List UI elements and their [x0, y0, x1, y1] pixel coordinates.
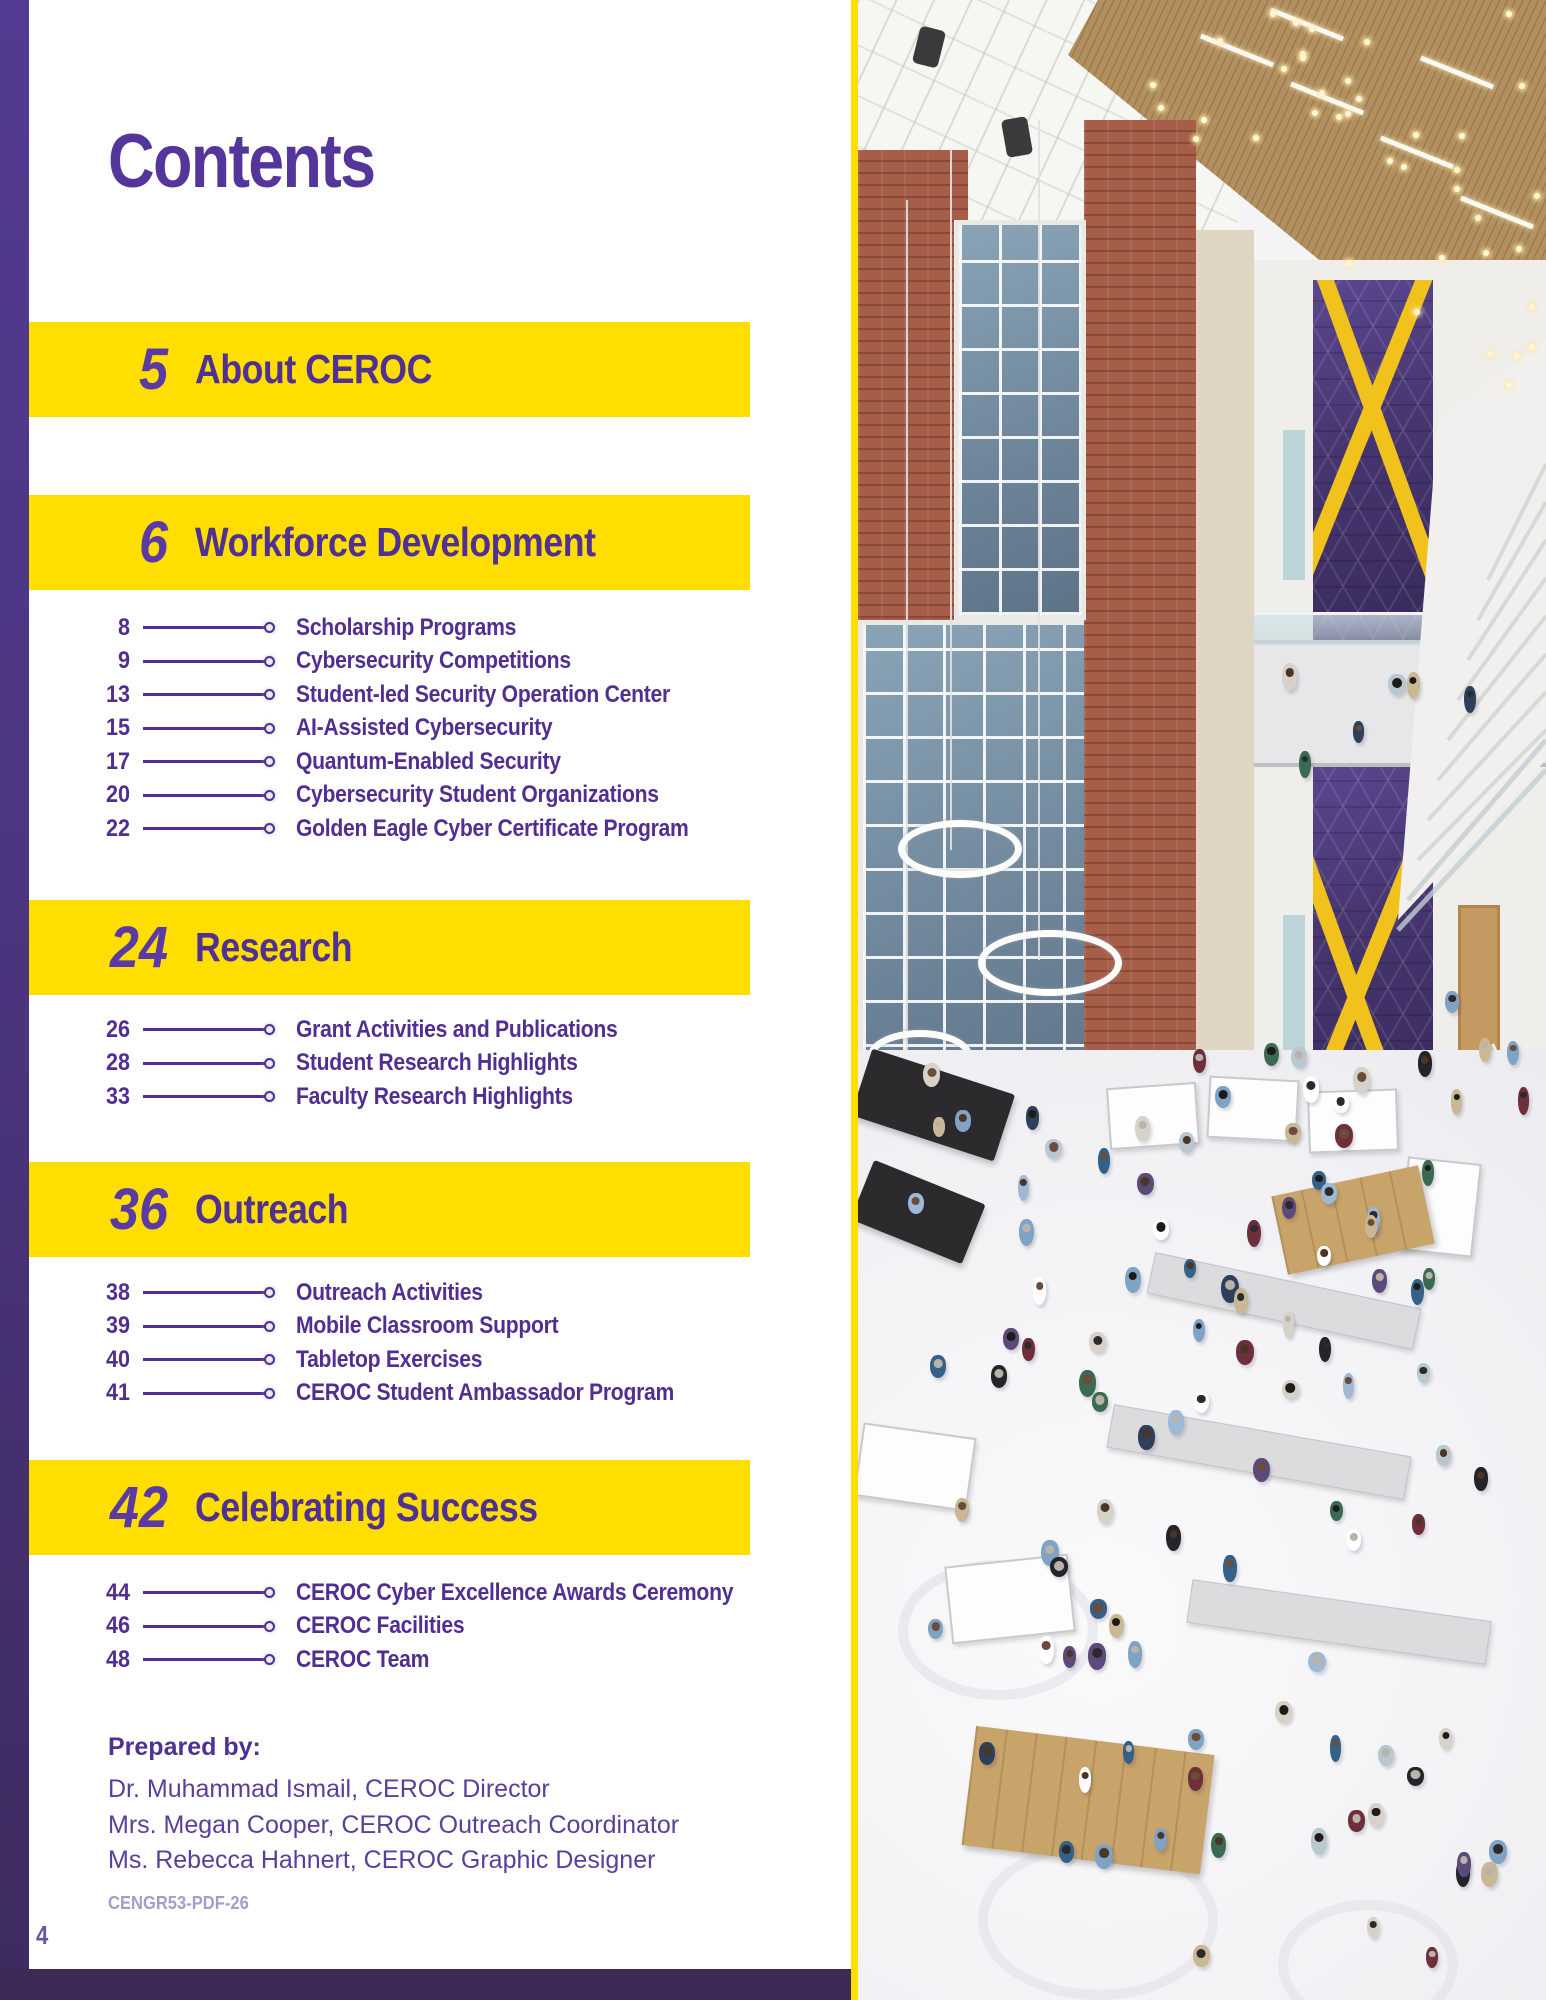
page-number: 4: [36, 1920, 49, 1950]
person-figure: [1282, 1380, 1299, 1399]
prepared-by-block: [108, 1733, 679, 1879]
toc-entry-label: Scholarship Programs: [296, 613, 517, 641]
ceiling-light-icon: [1193, 136, 1199, 142]
ceiling-light-icon: [1401, 164, 1407, 170]
toc-entry-page: 39: [105, 1312, 130, 1340]
toc-entry-page: 9: [117, 647, 130, 675]
person-figure: [1445, 991, 1459, 1013]
toc-entry-label: Golden Eagle Cyber Certificate Program: [296, 814, 689, 842]
person-figure: [1211, 1833, 1226, 1859]
prepared-by-name: Ms. Rebecca Hahnert, CEROC Graphic Designer: [108, 1846, 656, 1874]
toc-entry[interactable]: [29, 745, 809, 779]
leader-line-icon: [143, 1587, 275, 1598]
person-figure: [1474, 1467, 1487, 1491]
toc-entry-label: Tabletop Exercises: [296, 1345, 483, 1373]
person-figure: [1353, 721, 1364, 742]
toc-entry-label: CEROC Team: [296, 1645, 430, 1673]
person-figure: [1098, 1148, 1110, 1174]
person-figure: [1378, 1745, 1394, 1766]
section-title: Research: [195, 924, 353, 970]
section-banner-outreach[interactable]: [29, 1162, 750, 1257]
person-figure: [1343, 1373, 1354, 1399]
person-figure: [1507, 1041, 1519, 1065]
toc-entry-label: Student Research Highlights: [296, 1049, 578, 1077]
person-figure: [930, 1355, 946, 1377]
person-figure: [1367, 1917, 1379, 1938]
person-figure: [1253, 1458, 1270, 1483]
person-figure: [1215, 1086, 1231, 1108]
person-figure: [1333, 1094, 1349, 1114]
person-figure: [1368, 1803, 1384, 1827]
ceiling-light-icon: [1414, 309, 1420, 315]
ceiling-light-icon: [1439, 255, 1445, 261]
leader-line-icon: [143, 1058, 275, 1069]
person-figure: [991, 1365, 1007, 1388]
person-figure: [1282, 1197, 1296, 1219]
toc-entry[interactable]: [29, 1080, 809, 1114]
person-figure: [1411, 1279, 1424, 1305]
person-figure: [928, 1619, 943, 1639]
ceiling-light-icon: [1475, 215, 1481, 221]
toc-entry-page: 40: [105, 1345, 130, 1373]
person-figure: [1179, 1132, 1194, 1153]
toc-entry-page: 41: [105, 1379, 130, 1407]
person-figure: [1303, 1076, 1320, 1104]
atrium-photo: [851, 0, 1546, 2000]
person-figure: [1092, 1392, 1109, 1412]
person-figure: [1050, 1557, 1068, 1577]
toc-entry-page: 15: [105, 714, 130, 742]
toc-entry[interactable]: [29, 678, 809, 712]
prepared-by-name: Dr. Muhammad Ismail, CEROC Director: [108, 1775, 550, 1803]
toc-entry-label: CEROC Cyber Excellence Awards Ceremony: [296, 1578, 734, 1606]
ceiling-light-icon: [1529, 344, 1535, 350]
person-figure: [1137, 1173, 1153, 1195]
toc-group-celebrating: [29, 1576, 809, 1677]
person-figure: [1457, 1852, 1470, 1877]
toc-entry-label: Faculty Research Highlights: [296, 1082, 573, 1110]
leader-line-icon: [143, 723, 275, 734]
toc-entry[interactable]: [29, 1377, 809, 1411]
person-figure: [908, 1193, 924, 1214]
toc-entry-page: 28: [105, 1049, 130, 1077]
person-figure: [955, 1498, 969, 1522]
person-figure: [1439, 1728, 1452, 1749]
person-figure: [1275, 1701, 1292, 1723]
person-figure: [1194, 1391, 1209, 1414]
toc-group-workforce: [29, 611, 809, 846]
toc-entry-page: 8: [117, 613, 130, 641]
person-figure: [1135, 1116, 1151, 1141]
person-figure: [1299, 751, 1311, 778]
ceiling-light-icon: [1336, 114, 1342, 120]
toc-entry[interactable]: [29, 1610, 809, 1644]
ceiling-light-icon: [1514, 353, 1520, 359]
person-figure: [1422, 1160, 1434, 1186]
toc-entry-page: 22: [105, 814, 130, 842]
person-figure: [1372, 1269, 1387, 1293]
toc-entry-label: Grant Activities and Publications: [296, 1015, 618, 1043]
person-figure: [923, 1063, 939, 1087]
toc-entry[interactable]: [29, 1576, 809, 1610]
section-banner-about-ceroc[interactable]: [29, 322, 750, 417]
person-figure: [1335, 1124, 1353, 1148]
person-figure: [1291, 1047, 1306, 1068]
person-figure: [1321, 1183, 1337, 1204]
leader-line-icon: [143, 1287, 275, 1298]
person-figure: [1018, 1175, 1030, 1202]
toc-entry-label: Outreach Activities: [296, 1278, 483, 1306]
person-figure: [1317, 1246, 1331, 1266]
person-figure: [1388, 674, 1406, 695]
person-figure: [1311, 1828, 1327, 1855]
leader-line-icon: [143, 1321, 275, 1332]
person-figure: [1223, 1555, 1236, 1582]
person-figure: [1063, 1646, 1076, 1668]
section-title: About CEROC: [195, 346, 432, 392]
person-figure: [1330, 1501, 1343, 1521]
person-figure: [1464, 686, 1476, 713]
person-figure: [1407, 1767, 1424, 1786]
ceiling-light-icon: [1519, 83, 1525, 89]
crowd: [858, 0, 1546, 2000]
leader-line-icon: [143, 790, 275, 801]
toc-entry[interactable]: [29, 1013, 809, 1047]
person-figure: [1188, 1729, 1204, 1750]
toc-group-research: [29, 1013, 809, 1114]
person-figure: [1407, 672, 1420, 699]
toc-entry[interactable]: [29, 1310, 809, 1344]
person-figure: [1418, 1051, 1432, 1077]
person-figure: [1283, 1311, 1294, 1338]
ceiling-light-icon: [1253, 135, 1259, 141]
section-page-number: 5: [138, 336, 168, 402]
person-figure: [1193, 1319, 1205, 1342]
leader-line-icon: [143, 1354, 275, 1365]
person-figure: [1019, 1219, 1034, 1246]
person-figure: [1247, 1220, 1261, 1248]
toc-entry-label: CEROC Facilities: [296, 1612, 465, 1640]
ceiling-light-icon: [1345, 78, 1351, 84]
toc-entry-page: 48: [105, 1645, 130, 1673]
toc-entry-page: 26: [105, 1015, 130, 1043]
ceiling-light-icon: [1281, 66, 1287, 72]
person-figure: [1518, 1087, 1529, 1115]
person-figure: [1423, 1268, 1435, 1290]
person-figure: [1479, 1038, 1491, 1062]
ceiling-light-icon: [1312, 110, 1318, 116]
person-figure: [1234, 1288, 1248, 1314]
section-title: Outreach: [195, 1186, 349, 1232]
footer-bar: [0, 1969, 851, 2000]
toc-entry-label: AI-Assisted Cybersecurity: [296, 714, 553, 742]
leader-line-icon: [143, 622, 275, 633]
person-figure: [1188, 1767, 1203, 1791]
person-figure: [1365, 1215, 1378, 1237]
toc-entry[interactable]: [29, 611, 809, 645]
ceiling-light-icon: [1459, 133, 1465, 139]
person-figure: [1153, 1219, 1169, 1240]
toc-entry[interactable]: [29, 1343, 809, 1377]
person-figure: [1417, 1363, 1430, 1383]
person-figure: [1039, 1636, 1055, 1663]
toc-entry-page: 44: [105, 1578, 130, 1606]
person-figure: [1166, 1525, 1180, 1551]
person-figure: [1095, 1844, 1113, 1869]
ceiling-light-icon: [1270, 11, 1276, 17]
leader-line-icon: [143, 656, 275, 667]
person-figure: [1168, 1410, 1183, 1435]
person-figure: [1285, 1123, 1301, 1143]
person-figure: [1426, 1947, 1438, 1968]
toc-entry[interactable]: [29, 645, 809, 679]
toc-entry-label: Quantum-Enabled Security: [296, 747, 561, 775]
person-figure: [1193, 1945, 1209, 1967]
ceiling-light-icon: [1345, 111, 1351, 117]
prepared-by-name: Mrs. Megan Cooper, CEROC Outreach Coordinator: [108, 1810, 680, 1839]
person-figure: [1282, 663, 1297, 691]
toc-entry[interactable]: [29, 1643, 809, 1677]
document-code: CENGR53-PDF-26: [108, 1893, 249, 1913]
person-figure: [1264, 1043, 1279, 1067]
person-figure: [1348, 1810, 1364, 1832]
person-figure: [1059, 1841, 1074, 1863]
left-accent-stripe: [0, 0, 29, 2000]
section-banner-workforce-development[interactable]: [29, 495, 750, 590]
leader-line-icon: [143, 756, 275, 767]
section-page-number: 24: [109, 914, 168, 980]
person-figure: [955, 1110, 970, 1131]
person-figure: [933, 1117, 944, 1137]
leader-line-icon: [143, 1091, 275, 1102]
ceiling-light-icon: [1309, 26, 1315, 32]
toc-entry-page: 13: [105, 680, 130, 708]
person-figure: [1125, 1267, 1141, 1293]
leader-line-icon: [143, 1654, 275, 1665]
person-figure: [1353, 1067, 1370, 1094]
person-figure: [1308, 1652, 1326, 1672]
person-figure: [1033, 1277, 1047, 1305]
toc-entry-label: Mobile Classroom Support: [296, 1312, 559, 1340]
person-figure: [1330, 1735, 1341, 1762]
person-figure: [1026, 1106, 1040, 1130]
person-figure: [1193, 1049, 1206, 1073]
toc-entry[interactable]: [29, 1276, 809, 1310]
toc-entry-label: CEROC Student Ambassador Program: [296, 1379, 675, 1407]
leader-line-icon: [143, 1024, 275, 1035]
toc-entry[interactable]: [29, 779, 809, 813]
person-figure: [1451, 1089, 1462, 1114]
toc-entry-page: 20: [105, 781, 130, 809]
toc-entry-label: Cybersecurity Competitions: [296, 647, 571, 675]
ceiling-light-icon: [1346, 260, 1352, 266]
prepared-by-heading: Prepared by:: [108, 1733, 261, 1761]
person-figure: [1089, 1332, 1106, 1353]
ceiling-light-icon: [1293, 20, 1299, 26]
ceiling-light-icon: [1506, 11, 1512, 17]
person-figure: [1022, 1338, 1034, 1361]
toc-entry[interactable]: [29, 812, 809, 846]
toc-entry-page: 46: [105, 1612, 130, 1640]
ceiling-light-icon: [1300, 55, 1306, 61]
person-figure: [1079, 1370, 1096, 1397]
section-page-number: 36: [109, 1176, 168, 1242]
section-page-number: 42: [109, 1474, 168, 1540]
person-figure: [1236, 1340, 1254, 1365]
person-figure: [1088, 1643, 1105, 1669]
person-figure: [1090, 1599, 1108, 1619]
ceiling-light-icon: [1217, 38, 1223, 44]
ceiling-light-icon: [1201, 117, 1207, 123]
person-figure: [1045, 1139, 1062, 1160]
leader-line-icon: [143, 1621, 275, 1632]
section-title: Workforce Development: [195, 519, 596, 565]
toc-entry-page: 17: [105, 747, 130, 775]
leader-line-icon: [143, 1388, 275, 1399]
toc-entry[interactable]: [29, 1047, 809, 1081]
person-figure: [1138, 1425, 1154, 1450]
person-figure: [1184, 1259, 1196, 1278]
person-figure: [1123, 1741, 1134, 1764]
person-figure: [1128, 1641, 1142, 1668]
person-figure: [1489, 1840, 1507, 1864]
person-figure: [1412, 1514, 1425, 1535]
section-banner-celebrating-success[interactable]: [29, 1460, 750, 1555]
person-figure: [1079, 1767, 1091, 1793]
person-figure: [1097, 1499, 1113, 1525]
person-figure: [1109, 1614, 1124, 1637]
leader-line-icon: [143, 689, 275, 700]
toc-entry-label: Cybersecurity Student Organizations: [296, 781, 659, 809]
person-figure: [1319, 1337, 1331, 1362]
toc-entry[interactable]: [29, 712, 809, 746]
page-title: Contents: [108, 119, 375, 204]
person-figure: [1436, 1445, 1450, 1466]
ceiling-light-icon: [1387, 158, 1393, 164]
person-figure: [1003, 1328, 1019, 1350]
section-banner-research[interactable]: [29, 900, 750, 995]
person-figure: [1346, 1529, 1361, 1552]
toc-entry-page: 38: [105, 1278, 130, 1306]
toc-group-outreach: [29, 1276, 809, 1410]
section-page-number: 6: [138, 509, 168, 575]
section-title: Celebrating Success: [195, 1484, 538, 1530]
toc-entry-page: 33: [105, 1082, 130, 1110]
person-figure: [1481, 1862, 1498, 1887]
leader-line-icon: [143, 823, 275, 834]
toc-entry-label: Student-led Security Operation Center: [296, 680, 670, 708]
person-figure: [1154, 1828, 1167, 1852]
person-figure: [979, 1742, 995, 1765]
ceiling-light-icon: [1356, 96, 1362, 102]
